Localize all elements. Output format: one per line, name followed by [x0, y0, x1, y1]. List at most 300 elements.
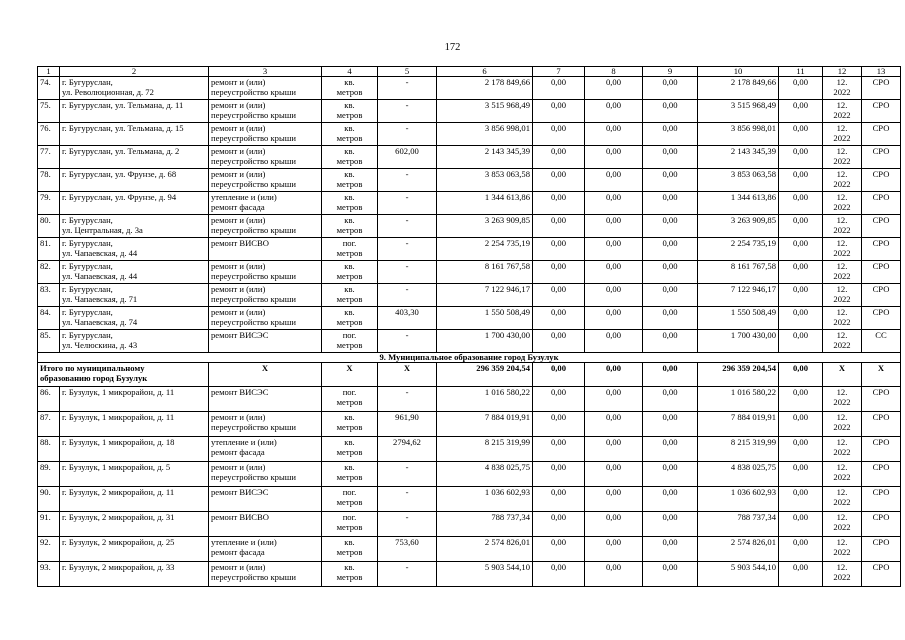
cell-area: - — [378, 284, 437, 307]
cell-col9: 0,00 — [643, 412, 698, 437]
cell-col11: 0,00 — [779, 562, 823, 587]
cell-col8: 0,00 — [585, 462, 643, 487]
table-row — [38, 284, 901, 307]
cell-total-cost: 8 161 767,58 — [437, 261, 533, 284]
total-unit: X — [322, 363, 378, 387]
cell-method: СРО — [862, 192, 901, 215]
table-row — [38, 100, 901, 123]
cell-col10: 5 903 544,10 — [698, 562, 779, 587]
cell-col10: 1 016 580,22 — [698, 387, 779, 412]
cell-work-type: ремонт ВИСЭС — [209, 387, 322, 412]
cell-col8: 0,00 — [585, 562, 643, 587]
cell-col8: 0,00 — [585, 284, 643, 307]
cell-work-type: ремонт и (или) переустройство крыши — [209, 261, 322, 284]
cell-col10: 1 036 602,93 — [698, 487, 779, 512]
cell-total-cost: 1 700 430,00 — [437, 330, 533, 353]
cell-deadline: 12. 2022 — [823, 238, 862, 261]
cell-number: 80. — [38, 215, 60, 238]
cell-col10: 8 215 319,99 — [698, 437, 779, 462]
cell-col7: 0,00 — [533, 215, 585, 238]
cell-col9: 0,00 — [643, 562, 698, 587]
cell-area: - — [378, 562, 437, 587]
cell-work-type: ремонт и (или) переустройство крыши — [209, 123, 322, 146]
total-c11: 0,00 — [779, 363, 823, 387]
cell-area: 961,90 — [378, 412, 437, 437]
cell-col11: 0,00 — [779, 261, 823, 284]
capital-repair-table — [37, 66, 901, 587]
cell-col7: 0,00 — [533, 487, 585, 512]
cell-col11: 0,00 — [779, 512, 823, 537]
cell-col7: 0,00 — [533, 330, 585, 353]
cell-total-cost: 7 122 946,17 — [437, 284, 533, 307]
cell-number: 92. — [38, 537, 60, 562]
cell-address: г. Бузулук, 2 микрорайон, д. 33 — [60, 562, 209, 587]
cell-method: СРО — [862, 512, 901, 537]
table-row — [38, 437, 901, 462]
cell-col9: 0,00 — [643, 192, 698, 215]
cell-col8: 0,00 — [585, 261, 643, 284]
cell-unit: пог. метров — [322, 330, 378, 353]
cell-col7: 0,00 — [533, 123, 585, 146]
cell-col10: 4 838 025,75 — [698, 462, 779, 487]
cell-deadline: 12. 2022 — [823, 330, 862, 353]
cell-address: г. Бугуруслан, ул. Тельмана, д. 15 — [60, 123, 209, 146]
cell-col10: 2 178 849,66 — [698, 77, 779, 100]
cell-col11: 0,00 — [779, 487, 823, 512]
cell-col7: 0,00 — [533, 437, 585, 462]
cell-col7: 0,00 — [533, 146, 585, 169]
cell-address: г. Бугуруслан, ул. Тельмана, д. 11 — [60, 100, 209, 123]
cell-col11: 0,00 — [779, 77, 823, 100]
cell-deadline: 12. 2022 — [823, 284, 862, 307]
cell-address: г. Бугуруслан, ул. Чапаевская, д. 71 — [60, 284, 209, 307]
cell-work-type: утепление и (или) ремонт фасада — [209, 537, 322, 562]
cell-col8: 0,00 — [585, 487, 643, 512]
cell-col10: 3 853 063,58 — [698, 169, 779, 192]
cell-col7: 0,00 — [533, 412, 585, 437]
cell-work-type: ремонт и (или) переустройство крыши — [209, 412, 322, 437]
cell-total-cost: 3 515 968,49 — [437, 100, 533, 123]
cell-area: 753,60 — [378, 537, 437, 562]
cell-work-type: ремонт ВИСВО — [209, 512, 322, 537]
column-number: 8 — [585, 67, 643, 77]
cell-address: г. Бугуруслан, ул. Челюскина, д. 43 — [60, 330, 209, 353]
cell-address: г. Бугуруслан, ул. Чапаевская, д. 44 — [60, 238, 209, 261]
cell-col10: 3 263 909,85 — [698, 215, 779, 238]
table-row — [38, 123, 901, 146]
total-work: X — [209, 363, 322, 387]
cell-deadline: 12. 2022 — [823, 169, 862, 192]
column-number: 11 — [779, 67, 823, 77]
cell-area: - — [378, 387, 437, 412]
cell-unit: кв. метров — [322, 562, 378, 587]
page-number: 172 — [444, 42, 461, 53]
column-number-row — [38, 67, 901, 77]
cell-work-type: ремонт и (или) переустройство крыши — [209, 462, 322, 487]
cell-deadline: 12. 2022 — [823, 487, 862, 512]
cell-deadline: 12. 2022 — [823, 100, 862, 123]
cell-number: 87. — [38, 412, 60, 437]
cell-method: СС — [862, 330, 901, 353]
cell-method: СРО — [862, 307, 901, 330]
cell-col8: 0,00 — [585, 437, 643, 462]
cell-deadline: 12. 2022 — [823, 307, 862, 330]
cell-total-cost: 2 574 826,01 — [437, 537, 533, 562]
cell-unit: кв. метров — [322, 192, 378, 215]
cell-method: СРО — [862, 284, 901, 307]
cell-work-type: ремонт и (или) переустройство крыши — [209, 169, 322, 192]
table-row — [38, 412, 901, 437]
cell-col8: 0,00 — [585, 537, 643, 562]
cell-unit: кв. метров — [322, 537, 378, 562]
cell-deadline: 12. 2022 — [823, 562, 862, 587]
cell-method: СРО — [862, 437, 901, 462]
cell-unit: кв. метров — [322, 123, 378, 146]
cell-unit: пог. метров — [322, 387, 378, 412]
cell-method: СРО — [862, 562, 901, 587]
cell-col10: 2 574 826,01 — [698, 537, 779, 562]
cell-total-cost: 7 884 019,91 — [437, 412, 533, 437]
cell-col11: 0,00 — [779, 123, 823, 146]
cell-work-type: ремонт и (или) переустройство крыши — [209, 77, 322, 100]
cell-col11: 0,00 — [779, 100, 823, 123]
cell-col8: 0,00 — [585, 146, 643, 169]
table-row — [38, 192, 901, 215]
cell-work-type: ремонт и (или) переустройство крыши — [209, 307, 322, 330]
cell-method: СРО — [862, 261, 901, 284]
cell-address: г. Бузулук, 1 микрорайон, д. 11 — [60, 387, 209, 412]
cell-unit: кв. метров — [322, 261, 378, 284]
cell-col10: 2 143 345,39 — [698, 146, 779, 169]
cell-work-type: ремонт и (или) переустройство крыши — [209, 562, 322, 587]
column-number: 2 — [60, 67, 209, 77]
cell-area: - — [378, 77, 437, 100]
cell-col11: 0,00 — [779, 412, 823, 437]
section-row — [38, 353, 901, 363]
cell-unit: кв. метров — [322, 284, 378, 307]
cell-col11: 0,00 — [779, 462, 823, 487]
cell-total-cost: 2 178 849,66 — [437, 77, 533, 100]
total-c12: X — [823, 363, 862, 387]
table-row — [38, 462, 901, 487]
total-c7: 0,00 — [533, 363, 585, 387]
cell-col9: 0,00 — [643, 330, 698, 353]
cell-col9: 0,00 — [643, 387, 698, 412]
cell-col11: 0,00 — [779, 284, 823, 307]
cell-unit: пог. метров — [322, 512, 378, 537]
table-row — [38, 307, 901, 330]
cell-method: СРО — [862, 100, 901, 123]
cell-number: 84. — [38, 307, 60, 330]
table-row — [38, 537, 901, 562]
cell-col9: 0,00 — [643, 261, 698, 284]
cell-col10: 7 884 019,91 — [698, 412, 779, 437]
cell-area: 2794,62 — [378, 437, 437, 462]
cell-area: - — [378, 215, 437, 238]
cell-total-cost: 1 344 613,86 — [437, 192, 533, 215]
cell-col8: 0,00 — [585, 100, 643, 123]
cell-work-type: ремонт и (или) переустройство крыши — [209, 284, 322, 307]
cell-deadline: 12. 2022 — [823, 437, 862, 462]
cell-col10: 8 161 767,58 — [698, 261, 779, 284]
total-area: X — [378, 363, 437, 387]
cell-method: СРО — [862, 123, 901, 146]
table-row — [38, 238, 901, 261]
cell-col7: 0,00 — [533, 261, 585, 284]
cell-col8: 0,00 — [585, 387, 643, 412]
cell-col7: 0,00 — [533, 462, 585, 487]
cell-col7: 0,00 — [533, 307, 585, 330]
cell-col10: 3 856 998,01 — [698, 123, 779, 146]
total-total: 296 359 204,54 — [437, 363, 533, 387]
table-row — [38, 146, 901, 169]
cell-col9: 0,00 — [643, 146, 698, 169]
cell-col10: 3 515 968,49 — [698, 100, 779, 123]
cell-area: - — [378, 261, 437, 284]
cell-address: г. Бузулук, 1 микрорайон, д. 5 — [60, 462, 209, 487]
cell-unit: кв. метров — [322, 412, 378, 437]
cell-col10: 788 737,34 — [698, 512, 779, 537]
column-number: 5 — [378, 67, 437, 77]
cell-col8: 0,00 — [585, 512, 643, 537]
cell-col7: 0,00 — [533, 77, 585, 100]
table-row — [38, 261, 901, 284]
cell-address: г. Бугуруслан, ул. Чапаевская, д. 74 — [60, 307, 209, 330]
cell-total-cost: 4 838 025,75 — [437, 462, 533, 487]
total-label: Итого по муниципальному образованию город Бузулук — [38, 363, 209, 387]
cell-col9: 0,00 — [643, 537, 698, 562]
column-number: 3 — [209, 67, 322, 77]
cell-deadline: 12. 2022 — [823, 215, 862, 238]
cell-total-cost: 5 903 544,10 — [437, 562, 533, 587]
cell-deadline: 12. 2022 — [823, 123, 862, 146]
cell-address: г. Бугуруслан, ул. Тельмана, д. 2 — [60, 146, 209, 169]
cell-area: - — [378, 238, 437, 261]
cell-area: - — [378, 100, 437, 123]
cell-col7: 0,00 — [533, 284, 585, 307]
cell-col10: 7 122 946,17 — [698, 284, 779, 307]
cell-col7: 0,00 — [533, 387, 585, 412]
cell-address: г. Бугуруслан, ул. Фрунзе, д. 94 — [60, 192, 209, 215]
cell-method: СРО — [862, 387, 901, 412]
cell-col8: 0,00 — [585, 330, 643, 353]
cell-method: СРО — [862, 169, 901, 192]
cell-col7: 0,00 — [533, 169, 585, 192]
cell-work-type: ремонт ВИСЭС — [209, 330, 322, 353]
cell-col9: 0,00 — [643, 215, 698, 238]
cell-address: г. Бузулук, 1 микрорайон, д. 18 — [60, 437, 209, 462]
cell-method: СРО — [862, 215, 901, 238]
cell-address: г. Бузулук, 2 микрорайон, д. 25 — [60, 537, 209, 562]
cell-unit: кв. метров — [322, 437, 378, 462]
cell-col11: 0,00 — [779, 169, 823, 192]
cell-unit: кв. метров — [322, 307, 378, 330]
section-title: 9. Муниципальное образование город Бузулук — [38, 353, 901, 363]
column-number: 1 — [38, 67, 60, 77]
cell-col11: 0,00 — [779, 437, 823, 462]
table-row — [38, 77, 901, 100]
cell-total-cost: 1 550 508,49 — [437, 307, 533, 330]
total-c10: 296 359 204,54 — [698, 363, 779, 387]
cell-number: 79. — [38, 192, 60, 215]
column-number: 13 — [862, 67, 901, 77]
cell-col11: 0,00 — [779, 192, 823, 215]
cell-col11: 0,00 — [779, 238, 823, 261]
cell-area: - — [378, 169, 437, 192]
cell-deadline: 12. 2022 — [823, 512, 862, 537]
cell-number: 90. — [38, 487, 60, 512]
table-row — [38, 215, 901, 238]
cell-total-cost: 3 853 063,58 — [437, 169, 533, 192]
cell-unit: пог. метров — [322, 487, 378, 512]
cell-method: СРО — [862, 238, 901, 261]
cell-col8: 0,00 — [585, 215, 643, 238]
cell-col7: 0,00 — [533, 238, 585, 261]
cell-number: 74. — [38, 77, 60, 100]
cell-deadline: 12. 2022 — [823, 77, 862, 100]
cell-area: - — [378, 512, 437, 537]
cell-area: 602,00 — [378, 146, 437, 169]
cell-col10: 1 344 613,86 — [698, 192, 779, 215]
cell-total-cost: 2 143 345,39 — [437, 146, 533, 169]
cell-unit: кв. метров — [322, 77, 378, 100]
cell-unit: кв. метров — [322, 462, 378, 487]
cell-number: 81. — [38, 238, 60, 261]
cell-col8: 0,00 — [585, 123, 643, 146]
total-row — [38, 363, 901, 387]
cell-total-cost: 1 016 580,22 — [437, 387, 533, 412]
total-c8: 0,00 — [585, 363, 643, 387]
cell-total-cost: 3 263 909,85 — [437, 215, 533, 238]
cell-col7: 0,00 — [533, 192, 585, 215]
cell-total-cost: 1 036 602,93 — [437, 487, 533, 512]
cell-deadline: 12. 2022 — [823, 462, 862, 487]
table-row — [38, 562, 901, 587]
cell-method: СРО — [862, 412, 901, 437]
cell-number: 93. — [38, 562, 60, 587]
cell-unit: кв. метров — [322, 169, 378, 192]
cell-deadline: 12. 2022 — [823, 537, 862, 562]
cell-method: СРО — [862, 537, 901, 562]
cell-col10: 1 700 430,00 — [698, 330, 779, 353]
cell-area: - — [378, 487, 437, 512]
cell-unit: пог. метров — [322, 238, 378, 261]
cell-number: 89. — [38, 462, 60, 487]
cell-area: - — [378, 330, 437, 353]
cell-unit: кв. метров — [322, 215, 378, 238]
cell-address: г. Бузулук, 2 микрорайон, д. 31 — [60, 512, 209, 537]
cell-work-type: ремонт ВИСЭС — [209, 487, 322, 512]
cell-number: 91. — [38, 512, 60, 537]
cell-col9: 0,00 — [643, 437, 698, 462]
total-c9: 0,00 — [643, 363, 698, 387]
table-body — [38, 67, 901, 587]
cell-method: СРО — [862, 77, 901, 100]
cell-deadline: 12. 2022 — [823, 146, 862, 169]
cell-deadline: 12. 2022 — [823, 192, 862, 215]
cell-work-type: утепление и (или) ремонт фасада — [209, 437, 322, 462]
cell-col10: 2 254 735,19 — [698, 238, 779, 261]
cell-col7: 0,00 — [533, 512, 585, 537]
cell-address: г. Бузулук, 2 микрорайон, д. 11 — [60, 487, 209, 512]
cell-number: 76. — [38, 123, 60, 146]
cell-number: 88. — [38, 437, 60, 462]
cell-address: г. Бугуруслан, ул. Центральная, д. 3а — [60, 215, 209, 238]
column-number: 9 — [643, 67, 698, 77]
cell-col9: 0,00 — [643, 77, 698, 100]
table-row — [38, 487, 901, 512]
cell-deadline: 12. 2022 — [823, 387, 862, 412]
cell-work-type: ремонт и (или) переустройство крыши — [209, 100, 322, 123]
total-c13: X — [862, 363, 901, 387]
cell-number: 85. — [38, 330, 60, 353]
table-row — [38, 330, 901, 353]
cell-area: - — [378, 123, 437, 146]
cell-total-cost: 788 737,34 — [437, 512, 533, 537]
cell-address: г. Бугуруслан, ул. Чапаевская, д. 44 — [60, 261, 209, 284]
cell-col8: 0,00 — [585, 77, 643, 100]
cell-col9: 0,00 — [643, 123, 698, 146]
cell-col9: 0,00 — [643, 284, 698, 307]
column-number: 6 — [437, 67, 533, 77]
cell-method: СРО — [862, 146, 901, 169]
cell-col9: 0,00 — [643, 512, 698, 537]
cell-col11: 0,00 — [779, 537, 823, 562]
cell-col9: 0,00 — [643, 100, 698, 123]
column-number: 7 — [533, 67, 585, 77]
cell-method: СРО — [862, 487, 901, 512]
cell-deadline: 12. 2022 — [823, 261, 862, 284]
column-number: 4 — [322, 67, 378, 77]
table-row — [38, 512, 901, 537]
cell-address: г. Бузулук, 1 микрорайон, д. 11 — [60, 412, 209, 437]
cell-col8: 0,00 — [585, 192, 643, 215]
cell-number: 83. — [38, 284, 60, 307]
cell-col9: 0,00 — [643, 169, 698, 192]
cell-col11: 0,00 — [779, 330, 823, 353]
cell-total-cost: 3 856 998,01 — [437, 123, 533, 146]
cell-col11: 0,00 — [779, 146, 823, 169]
cell-col11: 0,00 — [779, 387, 823, 412]
cell-work-type: ремонт и (или) переустройство крыши — [209, 146, 322, 169]
cell-col8: 0,00 — [585, 307, 643, 330]
cell-col8: 0,00 — [585, 169, 643, 192]
cell-total-cost: 2 254 735,19 — [437, 238, 533, 261]
cell-work-type: утепление и (или) ремонт фасада — [209, 192, 322, 215]
cell-col7: 0,00 — [533, 537, 585, 562]
cell-work-type: ремонт ВИСВО — [209, 238, 322, 261]
cell-number: 86. — [38, 387, 60, 412]
cell-col10: 1 550 508,49 — [698, 307, 779, 330]
table-row — [38, 169, 901, 192]
cell-area: 403,30 — [378, 307, 437, 330]
cell-area: - — [378, 192, 437, 215]
cell-number: 75. — [38, 100, 60, 123]
cell-unit: кв. метров — [322, 100, 378, 123]
cell-col9: 0,00 — [643, 307, 698, 330]
cell-col8: 0,00 — [585, 412, 643, 437]
cell-col7: 0,00 — [533, 562, 585, 587]
cell-col9: 0,00 — [643, 487, 698, 512]
cell-deadline: 12. 2022 — [823, 412, 862, 437]
column-number: 10 — [698, 67, 779, 77]
cell-method: СРО — [862, 462, 901, 487]
cell-unit: кв. метров — [322, 146, 378, 169]
cell-area: - — [378, 462, 437, 487]
cell-number: 78. — [38, 169, 60, 192]
cell-col9: 0,00 — [643, 462, 698, 487]
cell-address: г. Бугуруслан, ул. Фрунзе, д. 68 — [60, 169, 209, 192]
